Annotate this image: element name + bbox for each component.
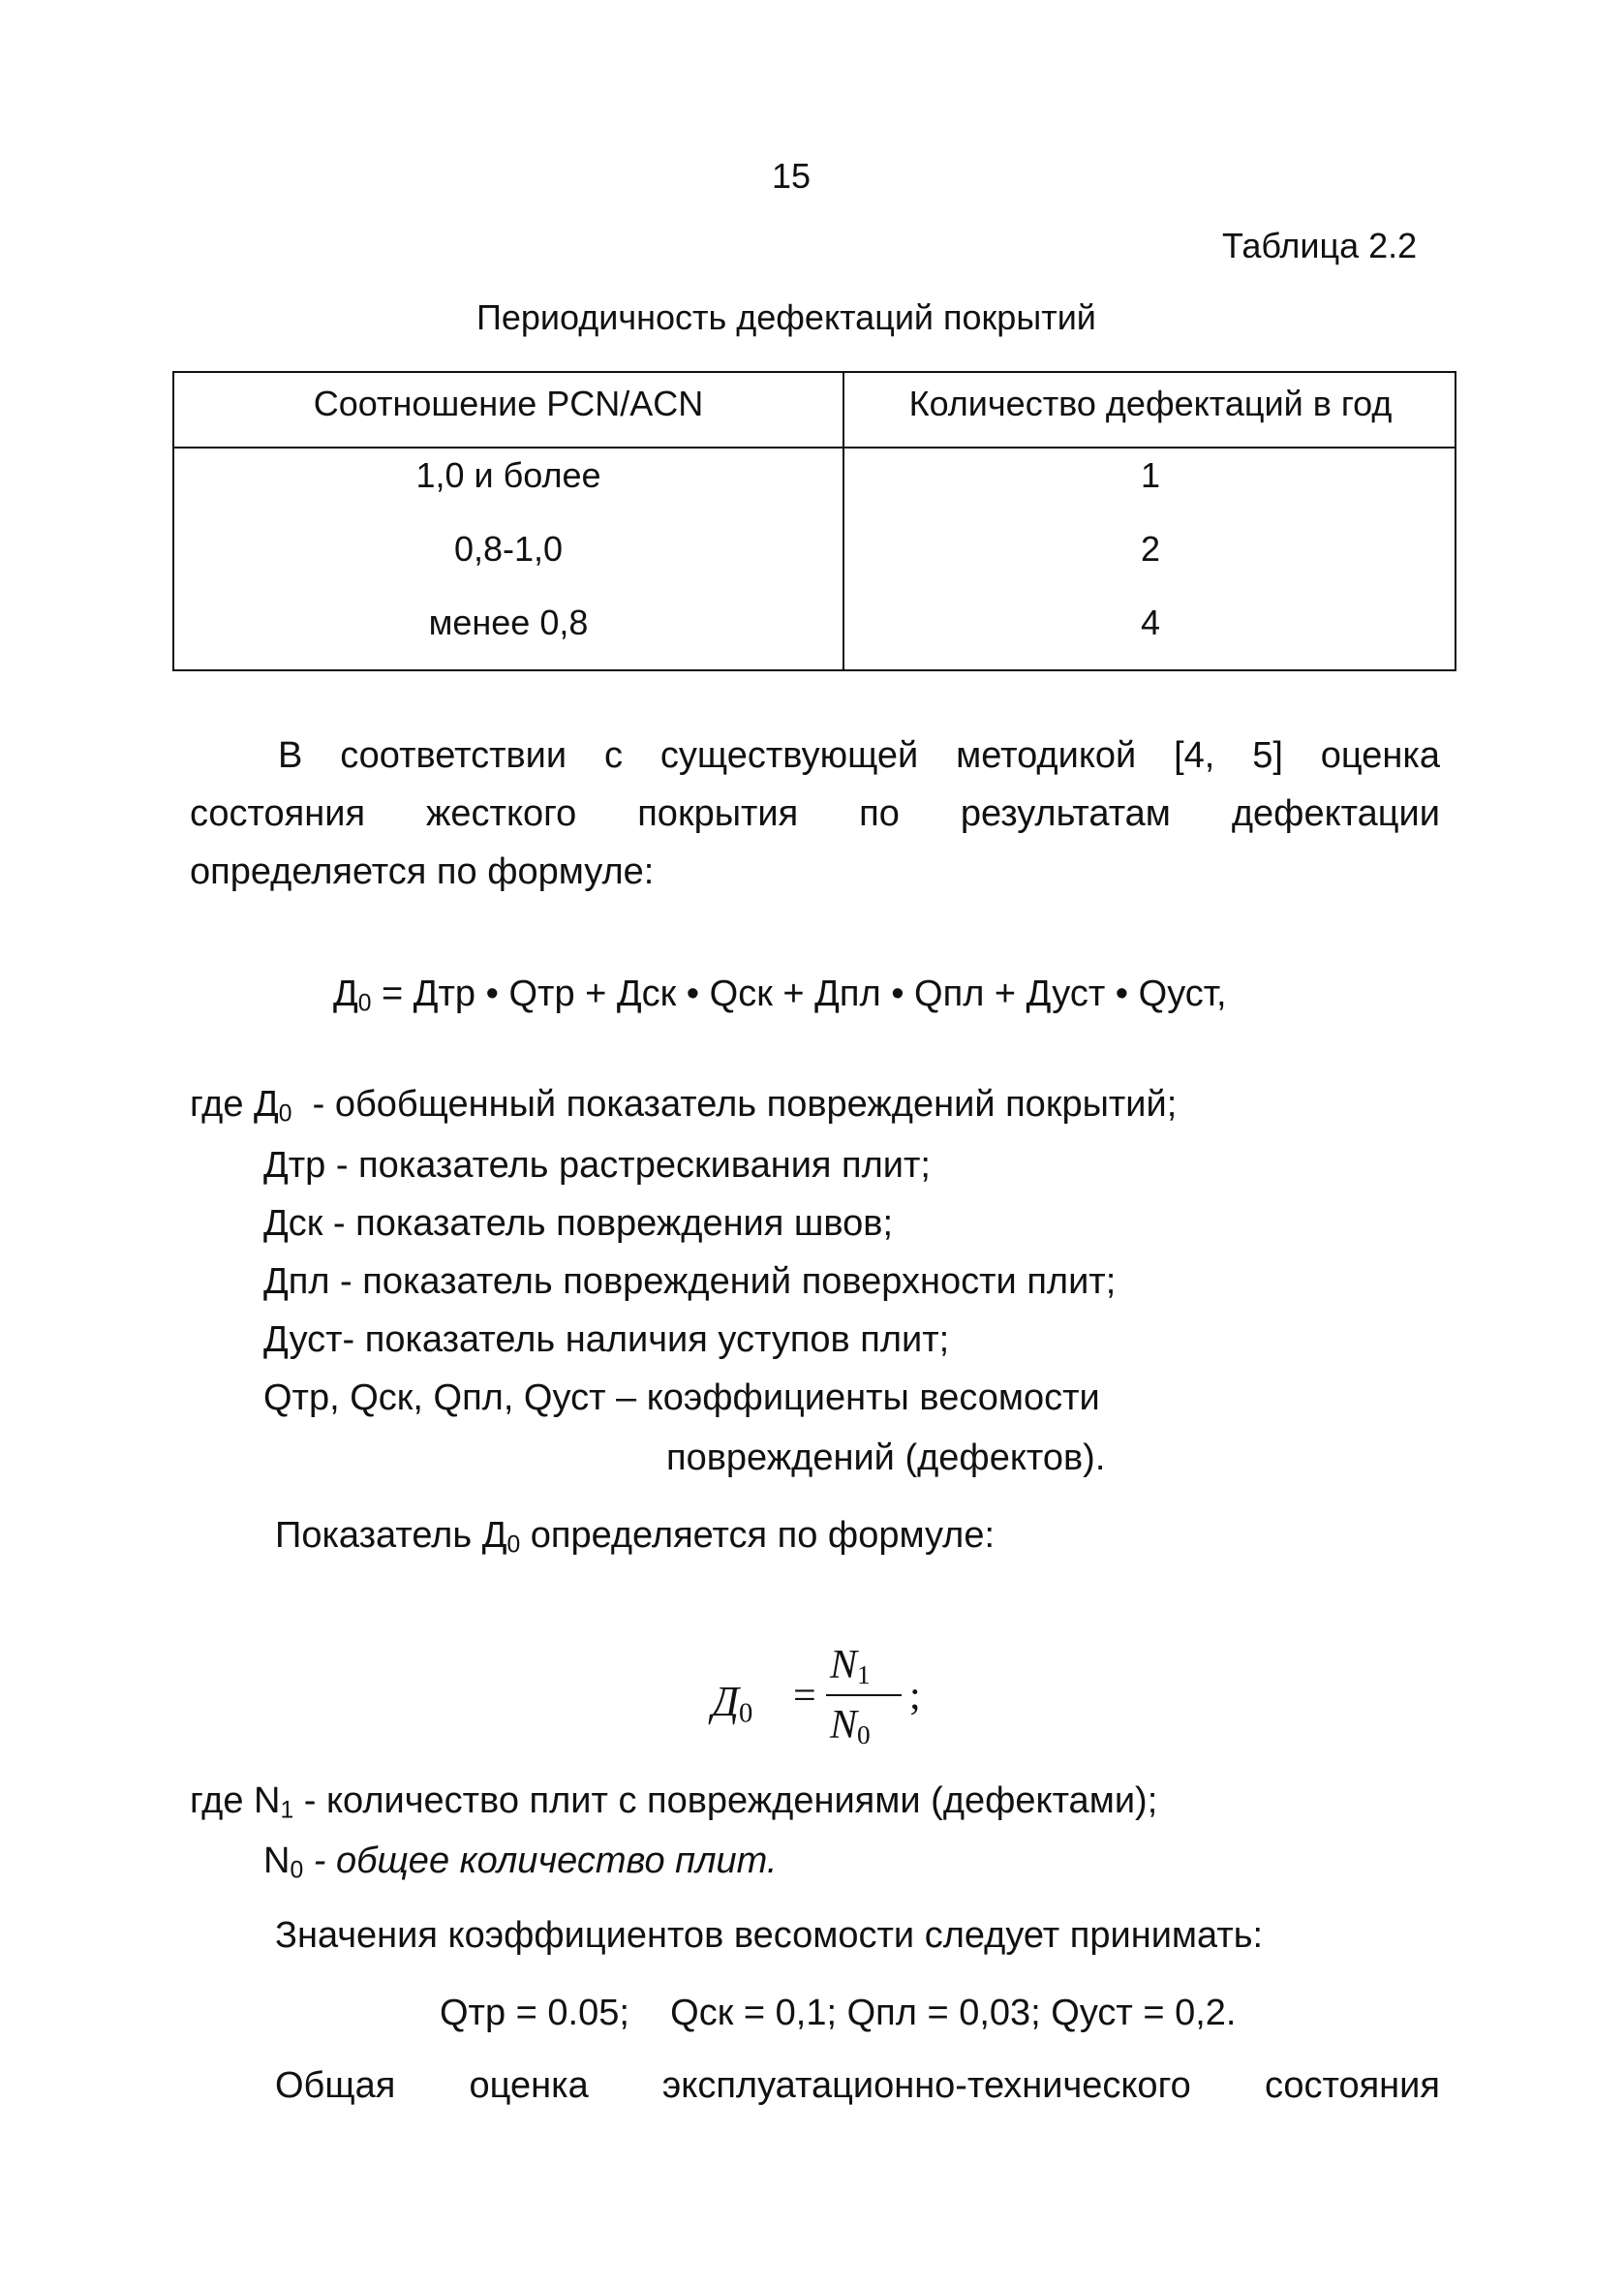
definition-line: Дуст- показатель наличия уступов плит; (263, 1319, 950, 1360)
definition-prefix: N (263, 1840, 291, 1881)
word: покрытия (637, 793, 799, 834)
definition-line: повреждений (дефектов). (666, 1438, 1106, 1478)
paragraph-line (275, 2063, 1440, 2108)
definition-line: Дск - показатель повреждения швов; (263, 1203, 894, 1244)
definition-line: Qтр, Qск, Qпл, Qуст – коэффициенты весомости (263, 1377, 1100, 1418)
coefficients-intro: Значения коэффициентов весомости следует принимать: (275, 1915, 1264, 1956)
n1-definition (190, 1779, 1157, 1823)
definition-prefix: где N (190, 1780, 281, 1821)
equals-sign: = (793, 1674, 816, 1718)
word: дефектации (1231, 793, 1440, 834)
word: результатам (960, 793, 1171, 834)
subscript: 1 (857, 1660, 871, 1689)
word: по (859, 793, 900, 834)
fraction-denominator (830, 1702, 871, 1748)
definition-text: - общее количество плит. (303, 1840, 778, 1881)
table-header-count: Количество дефектаций в год (908, 384, 1393, 423)
word: 5] (1252, 735, 1283, 776)
definition-line (190, 1082, 1177, 1127)
definition-text: - обобщенный показатель повреждений покрытий; (291, 1084, 1178, 1125)
paragraph-line (278, 733, 1440, 778)
word: методикой (956, 735, 1137, 776)
table-header-divider (174, 447, 1455, 449)
word: оценка (469, 2065, 589, 2106)
word: с (604, 735, 623, 776)
table-cell-count: 1 (1140, 455, 1161, 495)
table-cell-count: 2 (1140, 529, 1161, 569)
definition-text: - количество плит с повреждениями (дефектами); (293, 1780, 1158, 1821)
formula-lhs (712, 1677, 753, 1729)
formula-main (333, 972, 1227, 1016)
table-caption: Таблица 2.2 (1222, 226, 1418, 265)
table-header-ratio: Соотношение PCN/ACN (313, 384, 704, 423)
subscript: 0 (290, 1857, 304, 1884)
indicator-line (275, 1513, 995, 1558)
subscript: 1 (280, 1797, 294, 1824)
definition-line: Дтр - показатель растрескивания плит; (263, 1145, 931, 1186)
indicator-text: Показатель Д (275, 1515, 507, 1556)
formula-symbol: N (830, 1703, 858, 1748)
semicolon: ; (909, 1674, 921, 1718)
subscript: 0 (357, 990, 372, 1017)
word: соответствии (340, 735, 567, 776)
table-cell-ratio: 0,8-1,0 (453, 529, 564, 569)
fraction-bar (826, 1694, 902, 1696)
word: оценка (1320, 735, 1440, 776)
subscript: 0 (506, 1531, 521, 1559)
word: В (278, 735, 303, 776)
definition-line: Дпл - показатель повреждений поверхности плит; (263, 1261, 1117, 1302)
paragraph-line: определяется по формуле: (190, 851, 655, 892)
paragraph-line (190, 791, 1440, 836)
coefficients-values: Qтр = 0.05; Qск = 0,1; Qпл = 0,03; Qуст = 0,2. (440, 1993, 1237, 2033)
subscript: 0 (739, 1698, 753, 1729)
table-cell-ratio: 1,0 и более (415, 455, 601, 495)
word: состояния (190, 793, 366, 834)
subscript: 0 (278, 1100, 292, 1128)
formula-symbol: Д (712, 1678, 739, 1725)
word: [4, (1174, 735, 1215, 776)
fraction-numerator (830, 1642, 871, 1688)
n0-definition (263, 1839, 777, 1883)
indicator-text: определяется по формуле: (520, 1515, 996, 1556)
table-cell-count: 4 (1140, 603, 1161, 642)
table-cell-ratio: менее 0,8 (428, 603, 589, 642)
word: эксплуатационно-технического (661, 2065, 1191, 2106)
formula-rest: = Дтр • Qтр + Дск • Qск + Дпл • Qпл + Дуст • Qуст, (371, 974, 1227, 1014)
definition-prefix: где Д (190, 1084, 279, 1125)
table-title: Периодичность дефектаций покрытий (476, 297, 1096, 337)
word: существующей (659, 735, 919, 776)
defect-frequency-table (172, 371, 1456, 671)
page-number: 15 (772, 156, 812, 196)
word: Общая (275, 2065, 396, 2106)
formula-symbol: Д (333, 974, 358, 1014)
subscript: 0 (857, 1720, 871, 1749)
formula-symbol: N (830, 1643, 858, 1687)
word: состояния (1264, 2065, 1440, 2106)
word: жесткого (425, 793, 577, 834)
